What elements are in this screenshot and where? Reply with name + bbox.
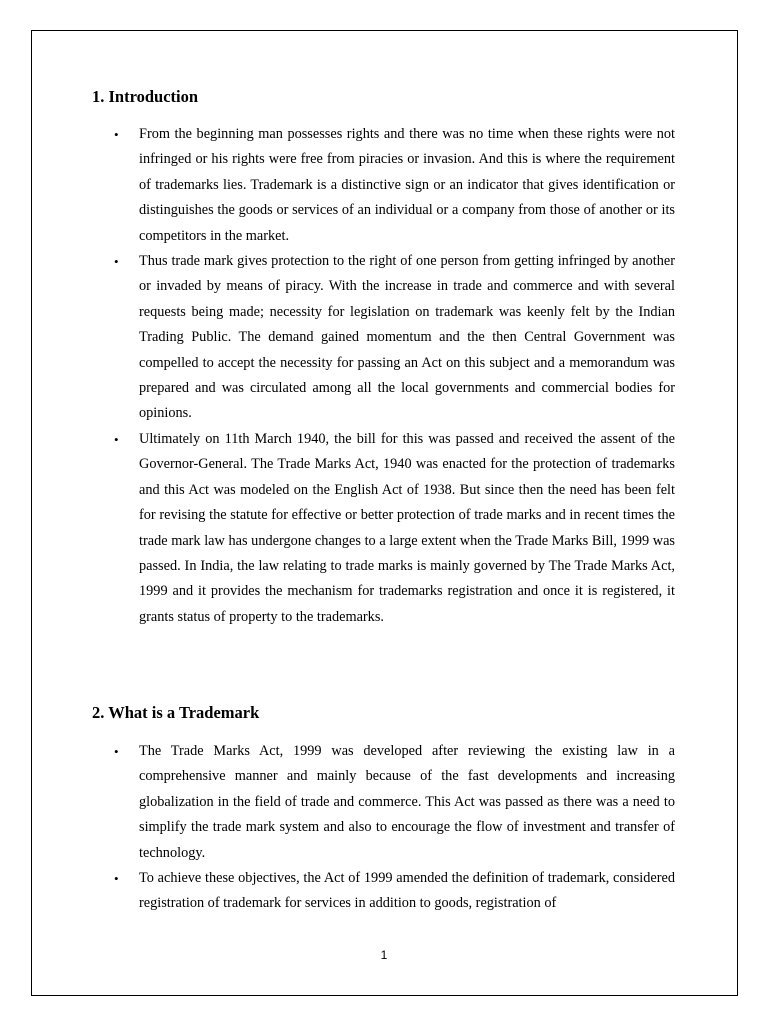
bullet-icon: • bbox=[114, 254, 119, 270]
section-heading-what-is-a-trademark: 2. What is a Trademark bbox=[92, 703, 260, 722]
bullet-icon: • bbox=[114, 431, 119, 447]
trademark-bullet-list bbox=[92, 739, 675, 917]
bullet-icon: • bbox=[114, 871, 119, 887]
bullet-text: Thus trade mark gives protection to the right of one person from getting infringed by another or invaded by means of piracy. With the increase in trade and commerce and with several requests being made; necessity for legislation on trademark was keenly felt by the Indian Trading Public. The demand gained momentum and the then Central Government was compelled to accept the necessity for passing an Act on this subject and a memorandum was prepared and was circulated among all the local governments and commercial bodies for opinions. bbox=[139, 253, 675, 422]
list-item bbox=[92, 739, 675, 866]
page-number: 1 bbox=[380, 948, 388, 962]
list-item bbox=[92, 122, 675, 249]
bullet-text: To achieve these objectives, the Act of 1999 amended the definition of trademark, considered registration of trademark for services in addition to goods, registration of bbox=[139, 870, 675, 912]
list-item bbox=[92, 866, 675, 917]
section-heading-introduction: 1. Introduction bbox=[92, 87, 199, 106]
bullet-text: From the beginning man possesses rights and there was no time when these rights were not infringed or his rights were free from piracies or invasion. And this is where the requirement of trademarks lies. Trademark is a distinctive sign or an indicator that gives identification or distinguishes the goods or services of an individual or a company from those of another or its competitors in the market. bbox=[139, 126, 675, 244]
bullet-text: Ultimately on 11th March 1940, the bill for this was passed and received the assent of the Governor-General. The Trade Marks Act, 1940 was enacted for the protection of trademarks and this Act was modeled on the English Act of 1938. But since then the need has been felt for revising the statute for effective or better protection of trade marks and in recent times the trade mark law has undergone changes to a large extent when the Trade Marks Bill, 1999 was passed. In India, the law relating to trade marks is mainly governed by The Trade Marks Act, 1999 and it provides the mechanism for trademarks registration and once it is registered, it grants status of property to the trademarks. bbox=[139, 430, 675, 625]
bullet-icon: • bbox=[114, 744, 119, 759]
bullet-icon: • bbox=[114, 127, 119, 142]
introduction-bullet-list bbox=[92, 122, 675, 630]
list-item bbox=[92, 427, 675, 630]
bullet-text: The Trade Marks Act, 1999 was developed after reviewing the existing law in a comprehensive manner and mainly because of the fast developments and increasing globalization in the field of trade and commerce. This Act was passed as there was a need to simplify the trade mark system and also to encourage the flow of investment and transfer of technology. bbox=[139, 743, 675, 861]
list-item bbox=[92, 249, 675, 427]
